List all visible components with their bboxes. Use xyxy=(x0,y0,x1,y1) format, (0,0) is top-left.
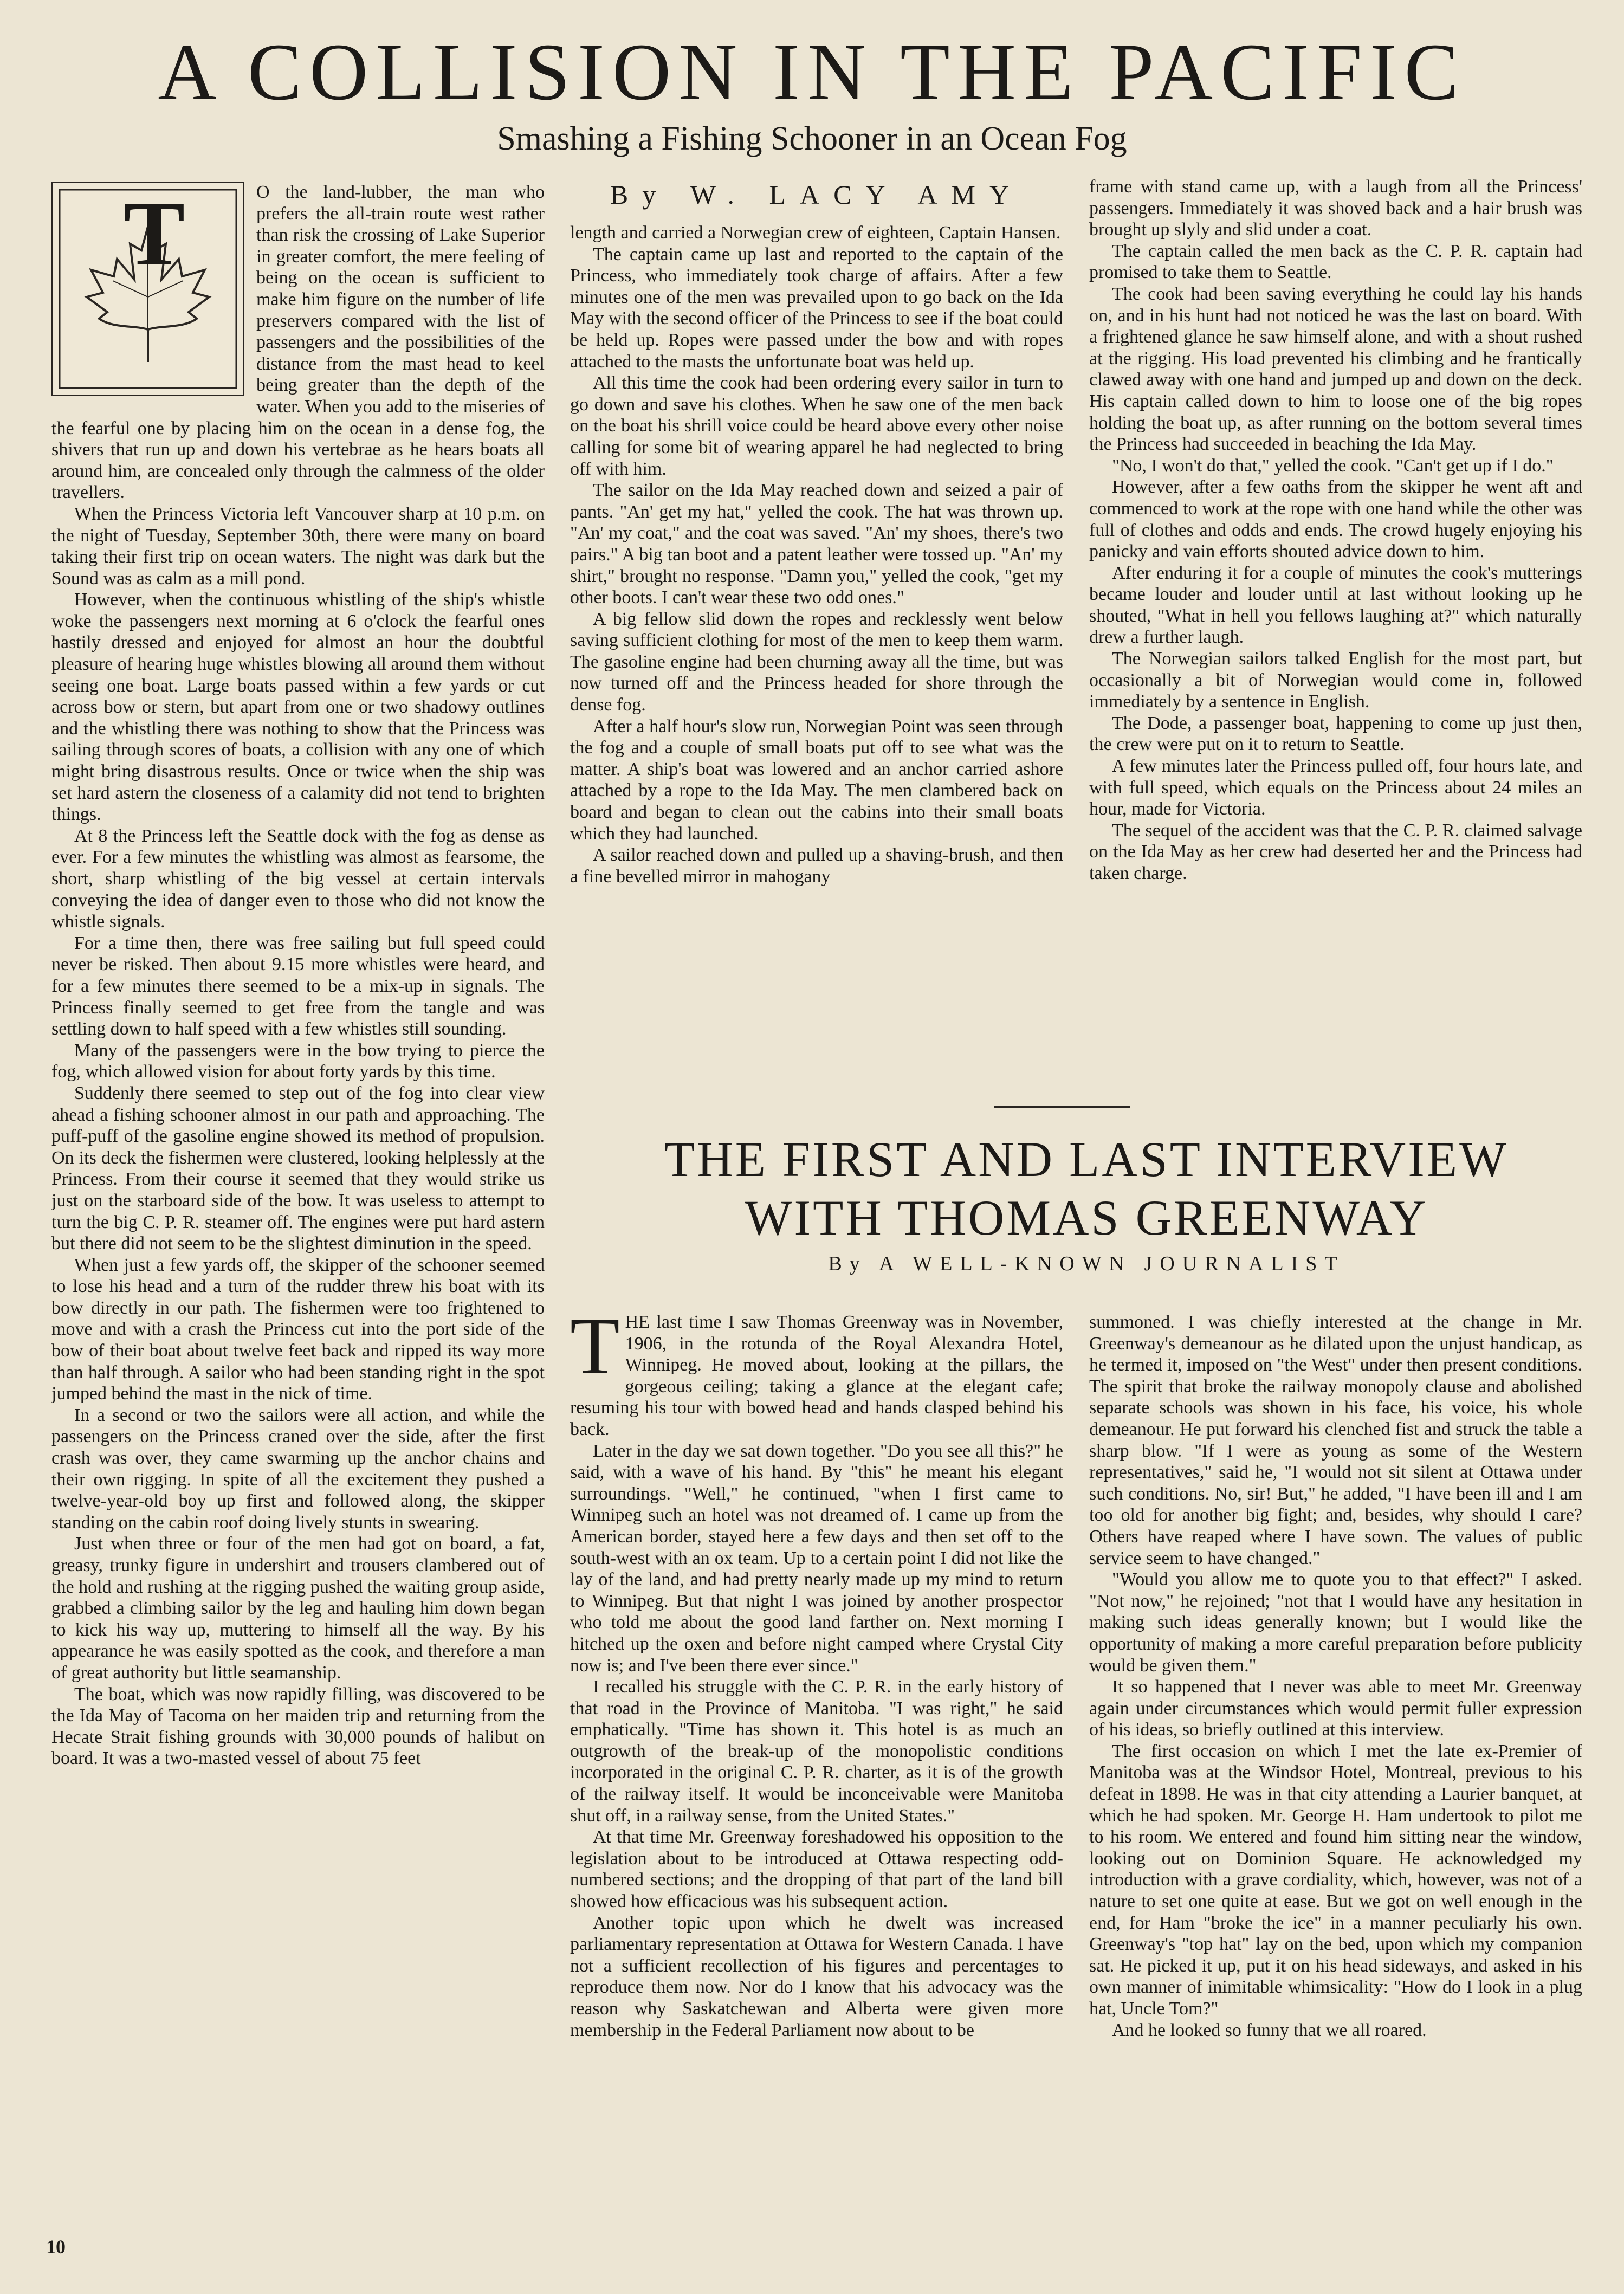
paragraph: After enduring it for a couple of minutes the cook's mutterings became louder and louder until at last without looking up he shouted, "What in hell you fellows laughing at?" which naturally drew a further laugh. xyxy=(1089,563,1582,648)
article1-column-2 xyxy=(570,222,1063,887)
paragraph: O the land-lubber, the man who prefers the all-train route west rather than risk the crossing of Lake Superior in greater comfort, the mere feeling of being on the ocean is sufficient to make him figure on the number of life preservers compared with the list of passengers and the possibilities of the distance from the mast head to keel being greater than the depth of the water. When you add to the miseries of the fearful one by placing him on the ocean in a dense fog, the shivers that run up and down his vertebrae as he hears boats all around him, are concealed only through the calmness of the older travellers. xyxy=(51,182,545,503)
paragraph: length and carried a Norwegian crew of eighteen, Captain Hansen. xyxy=(570,223,1061,243)
article1-column-3 xyxy=(1089,176,1582,884)
paragraph: After a half hour's slow run, Norwegian Point was seen through the fog and a couple of small boats put off to see what was the matter. A ship's boat was lowered and an anchor carried ashore attached by a rope to the Ida May. The men clambered back on board and began to clean out the cabins into their small boats which they had launched. xyxy=(570,716,1063,844)
paragraph: The sequel of the accident was that the C. P. R. claimed salvage on the Ida May as her crew had deserted her and the Princess had taken charge. xyxy=(1089,820,1582,883)
article2-column-1 xyxy=(570,1301,1063,2041)
article2-title xyxy=(553,1130,1620,1247)
ornamental-drop-cap xyxy=(51,182,244,396)
paragraph: Many of the passengers were in the bow trying to pierce the fog, which allowed vision for about forty yards by this time. xyxy=(51,1040,545,1082)
paragraph: The Dode, a passenger boat, happening to come up just then, the crew were put on it to return to Seattle. xyxy=(1089,713,1582,755)
paragraph: The cook had been saving everything he could lay his hands on, and in his hunt had not noticed he was the last on board. With a frightened glance he saw himself alone, and with a shout rushed at the rigging. His load prevented his climbing and he frantically clawed away with one hand and jumped up and down on the deck. His captain called down to him to loose one of the big ropes holding the boat up, as after running on the bottom several times the Princess had succeeded in beaching the Ida May. xyxy=(1089,283,1582,455)
paragraph: frame with stand came up, with a laugh from all the Princess' passengers. Immediately it was shoved back and a hair brush was brought up slyly and slid under a coat. xyxy=(1089,177,1582,240)
paragraph: Suddenly there seemed to step out of the fog into clear view ahead a fishing schooner almost in our path and approaching. The puff-puff of the gasoline engine showed its method of propulsion. On its deck the fishermen were clustered, looking helplessly at the Princess. From their course it seemed that they would strike us just on the starboard side of the bow. It was useless to attempt to turn the big C. P. R. steamer off. The engines were put hard astern but there did not seem to be the slightest diminution in the speed. xyxy=(51,1083,545,1254)
paragraph: Another topic upon which he dwelt was increased parliamentary representation at Ottawa for Western Canada. I have not a sufficient recollection of his figures and percentages to reproduce them now. Nor do I know that his advocacy was the reason why Saskatchewan and Alberta were given more membership in the Federal Parliament now about to be xyxy=(570,1912,1063,2040)
article2-title-line-2: WITH THOMAS GREENWAY xyxy=(745,1190,1428,1245)
paragraph: I recalled his struggle with the C. P. R. in the early history of that road in the Province of Manitoba. "I was right," he said emphatically. "Time has shown it. This hotel is as much an outgrowth of the break-up of the monopolistic conditions incorporated in the original C. P. R. charter, as it is of the growth of the railway itself. It would be inconceivable were Manitoba shut off, in a railway sense, from the United States." xyxy=(570,1677,1063,1826)
paragraph: And he looked so funny that we all roared. xyxy=(1112,2020,1427,2040)
paragraph: At that time Mr. Greenway foreshadowed his opposition to the legislation about to be introduced at Ottawa respecting odd-numbered sections; and the dropping of that part of the land bill showed how efficacious was his subsequent action. xyxy=(570,1827,1063,1912)
article1-column-1 xyxy=(51,182,545,1769)
page-number: 10 xyxy=(46,2236,66,2258)
paragraph: All this time the cook had been ordering every sailor in turn to go down and save his clothes. When he saw one of the men back on the boat his shrill voice could be heard above every other noise calling for some bit of wearing apparel he had neglected to bring off with him. xyxy=(570,373,1063,479)
paragraph: When just a few yards off, the skipper of the schooner seemed to lose his head and a turn of the rudder threw his boat with its bow directly in our path. The fishermen were too frightened to move and with a crash the Princess cut into the port side of the bow of their boat about twelve feet back and ripped its way more than half through. A sailor who had been standing right in the spot jumped behind the mast in the nick of time. xyxy=(51,1255,545,1404)
drop-cap-letter: T xyxy=(570,1301,620,1391)
paragraph: It so happened that I never was able to meet Mr. Greenway again under circumstances which would permit fuller expression of his ideas, so briefly outlined at this interview. xyxy=(1089,1677,1582,1740)
paragraph: summoned. I was chiefly interested at the change in Mr. Greenway's demeanour as he dilated upon the unjust handicap, as he termed it, imposed on "the West" under then present conditions. The spirit that broke the railway monopoly clause and abolished separate schools was shown in his face, his voice, his whole demeanour. He put forward his clenched fist and struck the table a sharp blow. "If I were as young as some of the Western representatives," said he, "I would not sit silent at Ottawa under such conditions. No, sir! But," he added, "I have been ill and I am too old for another big fight; and, besides, why should I care? Others have reaped where I have sown. The values of public service seem to have changed." xyxy=(1089,1312,1582,1568)
paragraph: The boat, which was now rapidly filling, was discovered to be the Ida May of Tacoma on her maiden trip and returning from the Hecate Strait fishing grounds with 30,000 pounds of halibut on board. It was a two-masted vessel of about 75 feet xyxy=(51,1684,545,1769)
paragraph: Later in the day we sat down together. "Do you see all this?" he said, with a wave of his hand. By "this" he meant his elegant surroundings. "Well," he continued, "when I first came to Winnipeg such an hotel was not dreamed of. I came up from the American border, stayed here a few days and then set off to the south-west with an ox team. Up to a certain point I did not like the lay of the land, and had pretty nearly made up my mind to return to Winnipeg. But that night I was joined by another prospector who told me about the good land farther on. Next morning I hitched up the oxen and before night camped where Crystal City now is; and I've been there ever since." xyxy=(570,1440,1063,1676)
paragraph: The captain called the men back as the C. P. R. captain had promised to take them to Seattle. xyxy=(1089,241,1582,283)
section-divider xyxy=(994,1106,1130,1108)
paragraph: "Would you allow me to quote you to that effect?" I asked. "Not now," he rejoined; "not that I would have any hesitation in making such ideas generally known; but I would like the opportunity of making a more careful preparation before publicity would be given them." xyxy=(1089,1569,1582,1676)
article2-column-2 xyxy=(1089,1311,1582,2041)
paragraph: For a time then, there was free sailing but full speed could never be risked. Then about 9.15 more whistles were heard, and for a few minutes there seemed to be a mix-up in signals. The Princess finally seemed to get free from the tangle and was settling down to half speed with a few whistles still sounding. xyxy=(51,933,545,1039)
paragraph: A sailor reached down and pulled up a shaving-brush, and then a fine bevelled mirror in mahogany xyxy=(570,845,1063,887)
paragraph: In a second or two the sailors were all action, and while the passengers on the Princess craned over the side, after the first crash was over, they came swarming up the anchor chains and their own rigging. In spite of all the excitement they pushed a twelve-year-old boy up first and followed along, the skipper standing on the cabin roof doing lively stunts in swearing. xyxy=(51,1405,545,1533)
paragraph: However, when the continuous whistling of the ship's whistle woke the passengers next morning at 6 o'clock the fearful ones hastily dressed and enjoyed for almost an hour the doubtful pleasure of hearing huge whistles blowing all around them without seeing one boat. Large boats passed within a few yards or cut across bow or stern, but apart from one or two shadowy outlines and the whistling there was nothing to show that the Princess was sailing through scores of boats, a collision with any one of which might bring disastrous results. Once or twice when the ship was set hard astern the closeness of a calamity did not tend to brighten things. xyxy=(51,590,545,825)
drop-cap-letter: T xyxy=(124,183,185,285)
paragraph: A big fellow slid down the ropes and recklessly went below saving sufficient clothing for most of the men to keep them warm. The gasoline engine had been churning away all the time, but was now turned off and the Princess headed for shore through the dense fog. xyxy=(570,609,1063,715)
paragraph: Just when three or four of the men had got on board, a fat, greasy, trunky figure in undershirt and trousers clambered out of the hold and rushing at the rigging pushed the waiting group aside, grabbed a climbing sailor by the leg and hauling him down began to kick his way up, muttering to himself all the way. By his appearance he was easily spotted as the cook, and therefore a man of great authority but little seamanship. xyxy=(51,1534,545,1683)
article-subtitle: Smashing a Fishing Schooner in an Ocean Fog xyxy=(497,120,1127,157)
paragraph: However, after a few oaths from the skipper he went aft and commenced to work at the rope with one hand while the other was full of clothes and odds and ends. The crowd hugely enjoying his panicky and vain efforts shouted advice down to him. xyxy=(1089,477,1582,562)
paragraph: The first occasion on which I met the late ex-Premier of Manitoba was at the Windsor Hotel, Montreal, previous to his defeat in 1898. He was in that city attending a Laurier banquet, at which he had spoken. Mr. George H. Ham undertook to pilot me to his room. We entered and found him sitting near the window, looking out on Dominion Square. He acknowledged my introduction with a grave cordiality, which, however, was not of a nature to set one quite at ease. But we got on well enough in the end, for Ham "broke the ice" in a manner peculiarly his own. Greenway's "top hat" lay on the bed, upon which my companion sat. He picked it up, put it on his head sideways, and asked in his own manner of inimitable whimsicality: "How do I look in a plug hat, Uncle Tom?" xyxy=(1089,1741,1582,2019)
article2-title-line-1: THE FIRST AND LAST INTERVIEW xyxy=(664,1132,1509,1187)
paragraph: At 8 the Princess left the Seattle dock with the fog as dense as ever. For a few minutes the whistling was almost as fearsome, the short, sharp whistling of the big vessel at certain intervals conveying the idea of danger even to those who did not know the whistle signals. xyxy=(51,825,545,932)
paragraph: When the Princess Victoria left Vancouver sharp at 10 p.m. on the night of Tuesday, September 30th, there were many on board taking their first trip on ocean waters. The night was dark but the Sound was as calm as a mill pond. xyxy=(51,503,545,589)
article-title: A COLLISION IN THE PACIFIC xyxy=(158,27,1466,117)
paragraph: The Norwegian sailors talked English for the most part, but occasionally a bit of Norwegian would come in, followed immediately by a sentence in English. xyxy=(1089,649,1582,712)
article-byline: By W. LACY AMY xyxy=(610,179,1024,210)
paragraph: HE last time I saw Thomas Greenway was in November, 1906, in the rotunda of the Royal Alexandra Hotel, Winnipeg. He moved about, looking at the pillars, the gorgeous ceiling; taking a glance at the elegant cafe; resuming his tour with bowed head and hands clasped behind his back. xyxy=(570,1312,1063,1439)
paragraph: The captain came up last and reported to the captain of the Princess, who immediately took charge of affairs. After a few minutes one of the men was prevailed upon to go back on the Ida May with the second officer of the Princess to see if the boat could be held up. Ropes were passed under the bow and with ropes attached to the masts the unfortunate boat was held up. xyxy=(570,244,1063,372)
paragraph: The sailor on the Ida May reached down and seized a pair of pants. "An' get my hat," yelled the cook. The hat was thrown up. "An' my coat," and the coat was saved. "An' my shoes, there's two pairs." A big tan boot and a patent leather were tossed up. "An' my shirt," brought no response. "Damn you," yelled the cook, "get my other boots. I can't wear these two odd ones." xyxy=(570,480,1063,608)
article2-byline: By A WELL-KNOWN JOURNALIST xyxy=(828,1252,1345,1275)
paragraph: A few minutes later the Princess pulled off, four hours late, and with full speed, which equals on the Princess about 24 miles an hour, made for Victoria. xyxy=(1089,756,1582,819)
paragraph: "No, I won't do that," yelled the cook. "Can't get up if I do." xyxy=(1112,455,1554,476)
